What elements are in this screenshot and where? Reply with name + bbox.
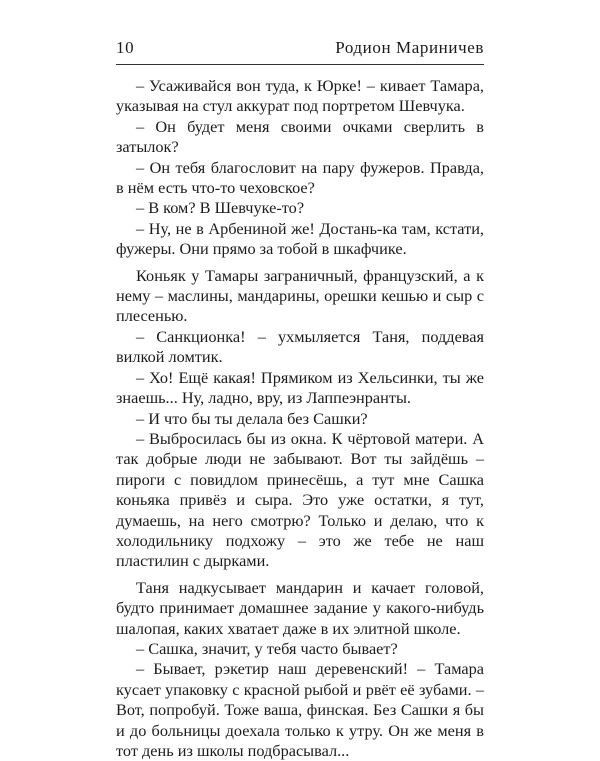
paragraph: Коньяк у Тамары заграничный, французский, а к нему – маслины, мандарины, орешки кешью и сыр с плесенью. bbox=[116, 265, 484, 326]
paragraph: – Он тебя благословит на пару фужеров. Правда, в нём есть что-то чеховское? bbox=[116, 157, 484, 198]
paragraph: – В ком? В Шевчуке-то? bbox=[136, 198, 305, 218]
body-text bbox=[116, 76, 484, 761]
running-header-author: Родион Мариничев bbox=[335, 38, 484, 57]
header-rule bbox=[116, 64, 484, 65]
paragraph: – Он будет меня своими очками сверлить в затылок? bbox=[116, 116, 484, 157]
paragraph: – И что бы ты делала без Сашки? bbox=[136, 408, 368, 428]
paragraph: – Бывает, рэкетир наш деревенский! – Тамара кусает упаковку с красной рыбой и рвёт её зубами. – Вот, попробуй. Тоже ваша, финская. Без Сашки я бы и до больницы доехала только к утру. Он же меня в тот день из школы подбрасывал... bbox=[116, 659, 484, 760]
paragraph: – Выбросилась бы из окна. К чёртовой матери. А так добрые люди не забывают. Вот ты зайдёшь – пироги с повидлом принесёшь, а тут мне Сашка коньяка привёз и сыра. Это уже остатки, я тут, думаешь, на него смотрю? Только и делаю, что к холодильнику подхожу – это же тебе не наш пластилин с дырками. bbox=[116, 428, 484, 571]
paragraph: – Санкционка! – ухмыляется Таня, поддевая вилкой ломтик. bbox=[116, 326, 484, 367]
paragraph: – Хо! Ещё какая! Прямиком из Хельсинки, ты же знаешь... Ну, ладно, вру, из Лаппеэнранты. bbox=[116, 367, 484, 408]
paragraph: – Усаживайся вон туда, к Юрке! – кивает Тамара, указывая на стул аккурат под портретом Шевчука. bbox=[116, 76, 484, 116]
paragraph: – Сашка, значит, у тебя часто бывает? bbox=[136, 638, 398, 658]
page-number: 10 bbox=[116, 38, 135, 57]
paragraph: – Ну, не в Арбениной же! Достань-ка там, кстати, фужеры. Они прямо за тобой в шкафчике. bbox=[116, 218, 484, 259]
paragraph: Таня надкусывает мандарин и качает головой, будто принимает домашнее задание у какого-нибудь шалопая, каких хватает даже в их элитной школе. bbox=[116, 577, 484, 638]
running-header bbox=[116, 38, 484, 64]
